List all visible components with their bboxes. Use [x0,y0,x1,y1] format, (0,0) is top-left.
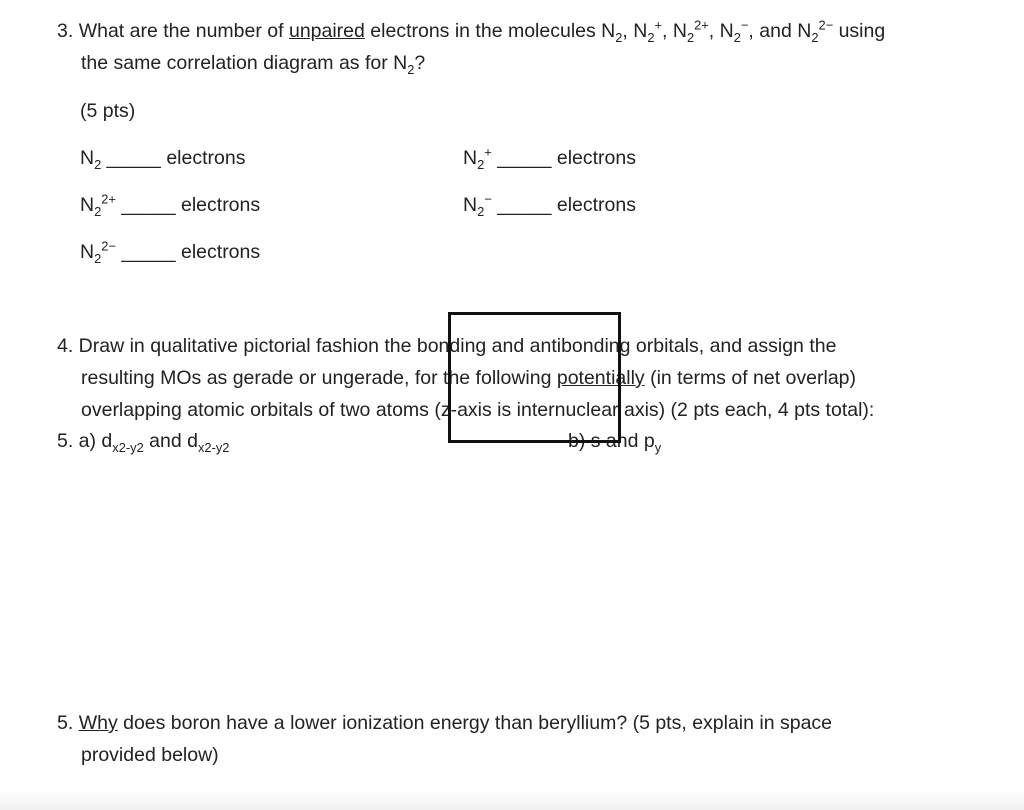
answer-n2-minus: $N_2^-$ _____ electrons [463,191,636,219]
formula-n2-2minus: $N_2^{2-}$ [797,17,834,45]
question-4-part-b: b) s and $p_y$ [568,430,662,455]
answer-blank: _____ [121,194,176,216]
formula-n2-ref: $N_2$ [393,52,415,77]
formula-n2-2plus: $N_2^{2+}$ [672,17,709,45]
question-4-line-1: 4. Draw in qualitative pictorial fashion the bonding and antibonding orbitals, and assign the [57,335,837,357]
answer-n2-plus: $N_2^+$ _____ electrons [463,144,636,172]
answer-n2: $N_2$ _____ electrons [80,147,246,172]
question-5-line-2: provided below) [81,744,219,766]
answer-blank: _____ [121,241,176,263]
answer-n2-2minus: $N_2^{2-}$ _____ electrons [80,238,261,266]
answer-n2-2plus: $N_2^{2+}$ _____ electrons [80,191,261,219]
formula-n2-minus: $N_2^-$ [719,17,749,45]
question-4-part-a: 5. a) $d_{x2-y2}$ and $d_{x2-y2}$ [57,430,230,455]
question-4-line-3: overlapping atomic orbitals of two atoms (z-axis is internuclear axis) (2 pts each, 4 pts total): [81,399,875,421]
question-3-line-2: the same correlation diagram as for $N_2$? [81,52,426,77]
formula-n2: $N_2$ [601,20,623,45]
page-bottom-edge [0,790,1024,810]
q3-points: (5 pts) [80,100,136,122]
answer-blank: _____ [497,194,552,216]
question-3-line-1: 3. What are the number of unpaired electrons in the molecules $N_2$, $N_2^+$, $N_2^{2+}$, $N_2^-$, and $N_2^{2-}$ using [57,17,886,45]
q3-number: 3. [57,20,74,42]
formula-n2-plus: $N_2^+$ [633,17,663,45]
question-4-line-2: resulting MOs as gerade or ungerade, for the following potentially (in terms of net overlap) [81,367,857,389]
highlight-box [448,312,621,443]
q3-underlined-word: unpaired [288,20,365,42]
answer-blank: _____ [106,147,161,169]
answer-blank: _____ [497,147,552,169]
q3-text-b: electrons in the molecules [370,20,596,42]
question-5-line-1: 5. Why does boron have a lower ionization energy than beryllium? (5 pts, explain in space [57,712,833,734]
q3-text-a: What are the number of [78,20,284,42]
